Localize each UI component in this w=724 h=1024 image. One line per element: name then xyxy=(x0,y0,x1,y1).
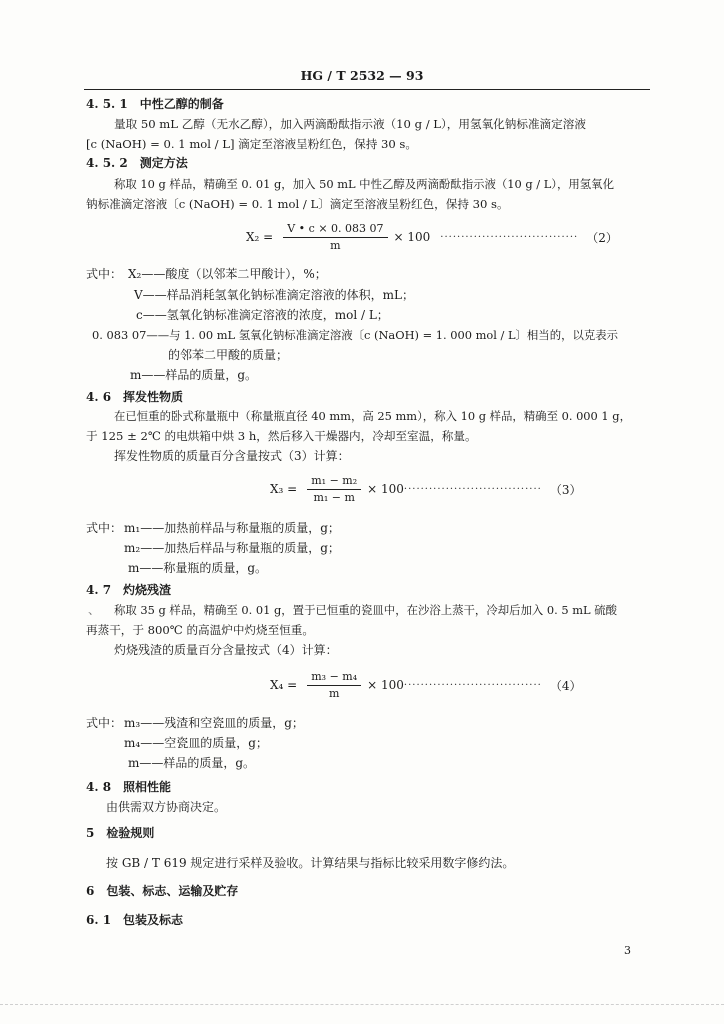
standard-code-header: HG / T 2532 — 93 xyxy=(300,68,424,83)
s452-line2: 钠标准滴定溶液〔c (NaOH) = 0. 1 mol / L〕滴定至溶液呈粉红色，保持 30 s。 xyxy=(86,197,509,211)
page-number: 3 xyxy=(624,944,631,957)
scan-edge xyxy=(0,1004,724,1005)
heading-4-7: 4. 7 灼烧残渣 xyxy=(86,583,172,597)
s452-line1: 称取 10 g 样品，精确至 0. 01 g，加入 50 mL 中性乙醇及两滴酚酞指示液（10 g / L），用氢氧化 xyxy=(114,177,614,191)
s46-line1: 在已恒重的卧式称量瓶中（称量瓶直径 40 mm，高 25 mm），称入 10 g 样品，精确至 0. 000 1 g， xyxy=(114,409,631,423)
margin-mark: 、 xyxy=(88,603,101,617)
header-rule xyxy=(84,89,650,90)
where-4-lead: 式中： xyxy=(86,716,123,730)
s47-line2: 再蒸干，于 800℃ 的高温炉中灼烧至恒重。 xyxy=(86,623,314,637)
s46-line2: 于 125 ± 2℃ 的电烘箱中烘 3 h，然后移入干燥器内，冷却至室温，称量。 xyxy=(86,429,477,443)
where-2-item-factor: 0. 083 07——与 1. 00 mL 氢氧化钠标准滴定溶液〔c (NaOH) = 1. 000 mol / L〕相当的，以克表示 xyxy=(92,328,619,342)
where-2-item-v: V——样品消耗氢氧化钠标准滴定溶液的体积，mL； xyxy=(134,288,415,302)
equation-number-4: （4） xyxy=(549,678,582,693)
formula-4-denominator: m xyxy=(328,687,340,700)
s5-line1: 按 GB / T 619 规定进行采样及验收。计算结果与指标比较采用数字修约法。 xyxy=(106,856,515,870)
formula-4-lhs: X₄ = xyxy=(270,678,298,692)
heading-6: 6 包装、标志、运输及贮存 xyxy=(86,884,239,898)
where-2-item-x2: X₂——酸度（以邻苯二甲酸计），%； xyxy=(128,267,327,281)
s46-line3: 挥发性物质的质量百分含量按式（3）计算： xyxy=(114,449,350,463)
formula-2-denominator: m xyxy=(330,239,341,252)
equation-number-2: （2） xyxy=(586,230,618,245)
s451-line1: 量取 50 mL 乙醇（无水乙醇），加入两滴酚酞指示液（10 g / L），用氢氧化钠标准滴定溶液 xyxy=(114,117,586,131)
equation-number-3: （3） xyxy=(549,482,582,497)
formula-2 xyxy=(246,222,618,252)
formula-3-denominator: m₁ − m xyxy=(313,491,355,504)
formula-3-lhs: X₃ = xyxy=(270,482,298,496)
formula-4-tail: × 100 xyxy=(367,678,404,692)
heading-6-1: 6. 1 包装及标志 xyxy=(86,913,184,927)
formula-3-numerator: m₁ − m₂ xyxy=(311,474,358,487)
formula-2-tail: × 100 xyxy=(393,230,431,244)
heading-4-8: 4. 8 照相性能 xyxy=(86,780,172,794)
leader-dots: ································· xyxy=(440,231,579,243)
formula-3-fraction xyxy=(307,474,361,504)
where-3-item-m: m——称量瓶的质量，g。 xyxy=(128,561,268,575)
where-4-item-m3: m₃——残渣和空瓷皿的质量，g； xyxy=(124,716,304,730)
formula-3-tail: × 100 xyxy=(367,482,404,496)
heading-4-6: 4. 6 挥发性物质 xyxy=(86,390,184,404)
heading-4-5-2: 4. 5. 2 测定方法 xyxy=(86,156,188,170)
formula-3 xyxy=(270,474,581,504)
where-3-item-m1: m₁——加热前样品与称量瓶的质量，g； xyxy=(124,521,340,535)
s47-line3: 灼烧残渣的质量百分含量按式（4）计算： xyxy=(114,643,338,657)
formula-2-fraction xyxy=(283,222,387,252)
formula-4-numerator: m₃ − m₄ xyxy=(311,670,358,683)
formula-2-numerator: V • c × 0. 083 07 xyxy=(287,222,384,235)
formula-4 xyxy=(270,670,581,700)
heading-5: 5 检验规则 xyxy=(86,826,155,840)
formula-2-lhs: X₂ = xyxy=(246,230,274,244)
s451-line2: [c (NaOH) = 0. 1 mol / L] 滴定至溶液呈粉红色，保持 30 s。 xyxy=(86,137,417,151)
where-4-item-m4: m₄——空瓷皿的质量，g； xyxy=(124,736,268,750)
where-3-item-m2: m₂——加热后样品与称量瓶的质量，g； xyxy=(124,541,340,555)
where-2-item-factor-cont: 的邻苯二甲酸的质量； xyxy=(168,348,289,362)
where-2-item-c: c——氢氧化钠标准滴定溶液的浓度，mol / L； xyxy=(136,308,389,322)
heading-4-5-1: 4. 5. 1 中性乙醇的制备 xyxy=(86,97,224,111)
s47-line1: 称取 35 g 样品，精确至 0. 01 g，置于已恒重的瓷皿中，在沙浴上蒸干，冷却后加入 0. 5 mL 硫酸 xyxy=(114,603,618,617)
where-2-lead: 式中： xyxy=(86,267,123,281)
formula-4-fraction xyxy=(307,670,361,700)
where-4-item-m: m——样品的质量，g。 xyxy=(128,756,256,770)
leader-dots: ································· xyxy=(403,483,542,495)
where-3-lead: 式中： xyxy=(86,521,123,535)
leader-dots: ································· xyxy=(403,679,542,691)
s48-line1: 由供需双方协商决定。 xyxy=(106,800,227,814)
where-2-item-m: m——样品的质量，g。 xyxy=(130,368,258,382)
